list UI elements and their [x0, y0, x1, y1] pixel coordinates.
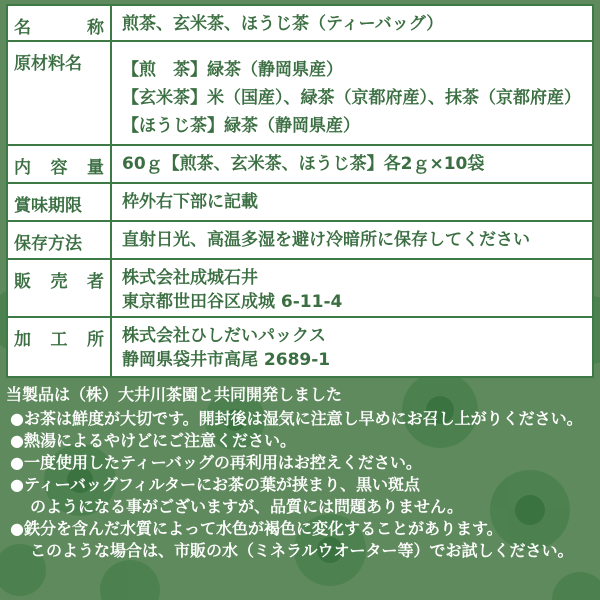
row-best-before: [8, 184, 592, 222]
note-item: ●お茶は鮮度が大切です。開封後は湿気に注意し早めにお召し上がりください。: [10, 409, 583, 428]
note-item: ●鉄分を含んだ水質によって水色が褐色に変化することがあります。 このような場合は、市販の水（ミネラルウオーター等）でお試しください。: [10, 519, 574, 560]
row-label: 販 売 者: [14, 272, 104, 292]
row-label: 名 称: [14, 18, 104, 38]
notes-heading: 当製品は（株）大井川茶園と共同開発しました: [6, 385, 343, 404]
row-name: [8, 6, 592, 42]
note-item: ●ティーバッグフィルターにお茶の葉が挟まり、黒い斑点 のようになる事がございますが、品質には問題ありません。: [10, 475, 463, 516]
row-value: 株式会社ひしだいパックス 静岡県袋井市高尾 2689-1: [122, 326, 331, 370]
row-value: 60ｇ【煎茶、玄米茶、ほうじ茶】各2ｇ×10袋: [122, 154, 485, 174]
row-storage: [8, 222, 592, 260]
note-item: ●一度使用したティーバッグの再利用はお控えください。: [10, 453, 422, 472]
row-processor: [8, 318, 592, 376]
row-value: 煎茶、玄米茶、ほうじ茶（ティーバッグ）: [122, 14, 444, 34]
note-item: ●熱湯によるやけどにご注意ください。: [10, 431, 296, 450]
row-value: 枠外右下部に記載: [122, 192, 258, 212]
row-ingredients: [8, 42, 592, 146]
row-seller: [8, 260, 592, 318]
row-label: 原材料名: [14, 54, 82, 74]
row-label: 内 容 量: [14, 158, 104, 178]
row-value: 株式会社成城石井 東京都世田谷区成城 6-11-4: [122, 268, 343, 312]
row-value: 直射日光、高温多湿を避け冷暗所に保存してください: [122, 230, 530, 250]
row-label: 加 工 所: [14, 330, 104, 350]
row-content: [8, 146, 592, 184]
notes-section: [0, 384, 600, 562]
row-value: 【煎 茶】緑茶（静岡県産） 【玄米茶】米（国産）、緑茶（京都府産）、抹茶（京都府産） 【ほうじ茶】緑茶（静岡県産）: [122, 60, 581, 136]
row-label: 保存方法: [14, 234, 82, 254]
product-info-table: [6, 4, 594, 378]
row-label: 賞味期限: [14, 196, 82, 216]
